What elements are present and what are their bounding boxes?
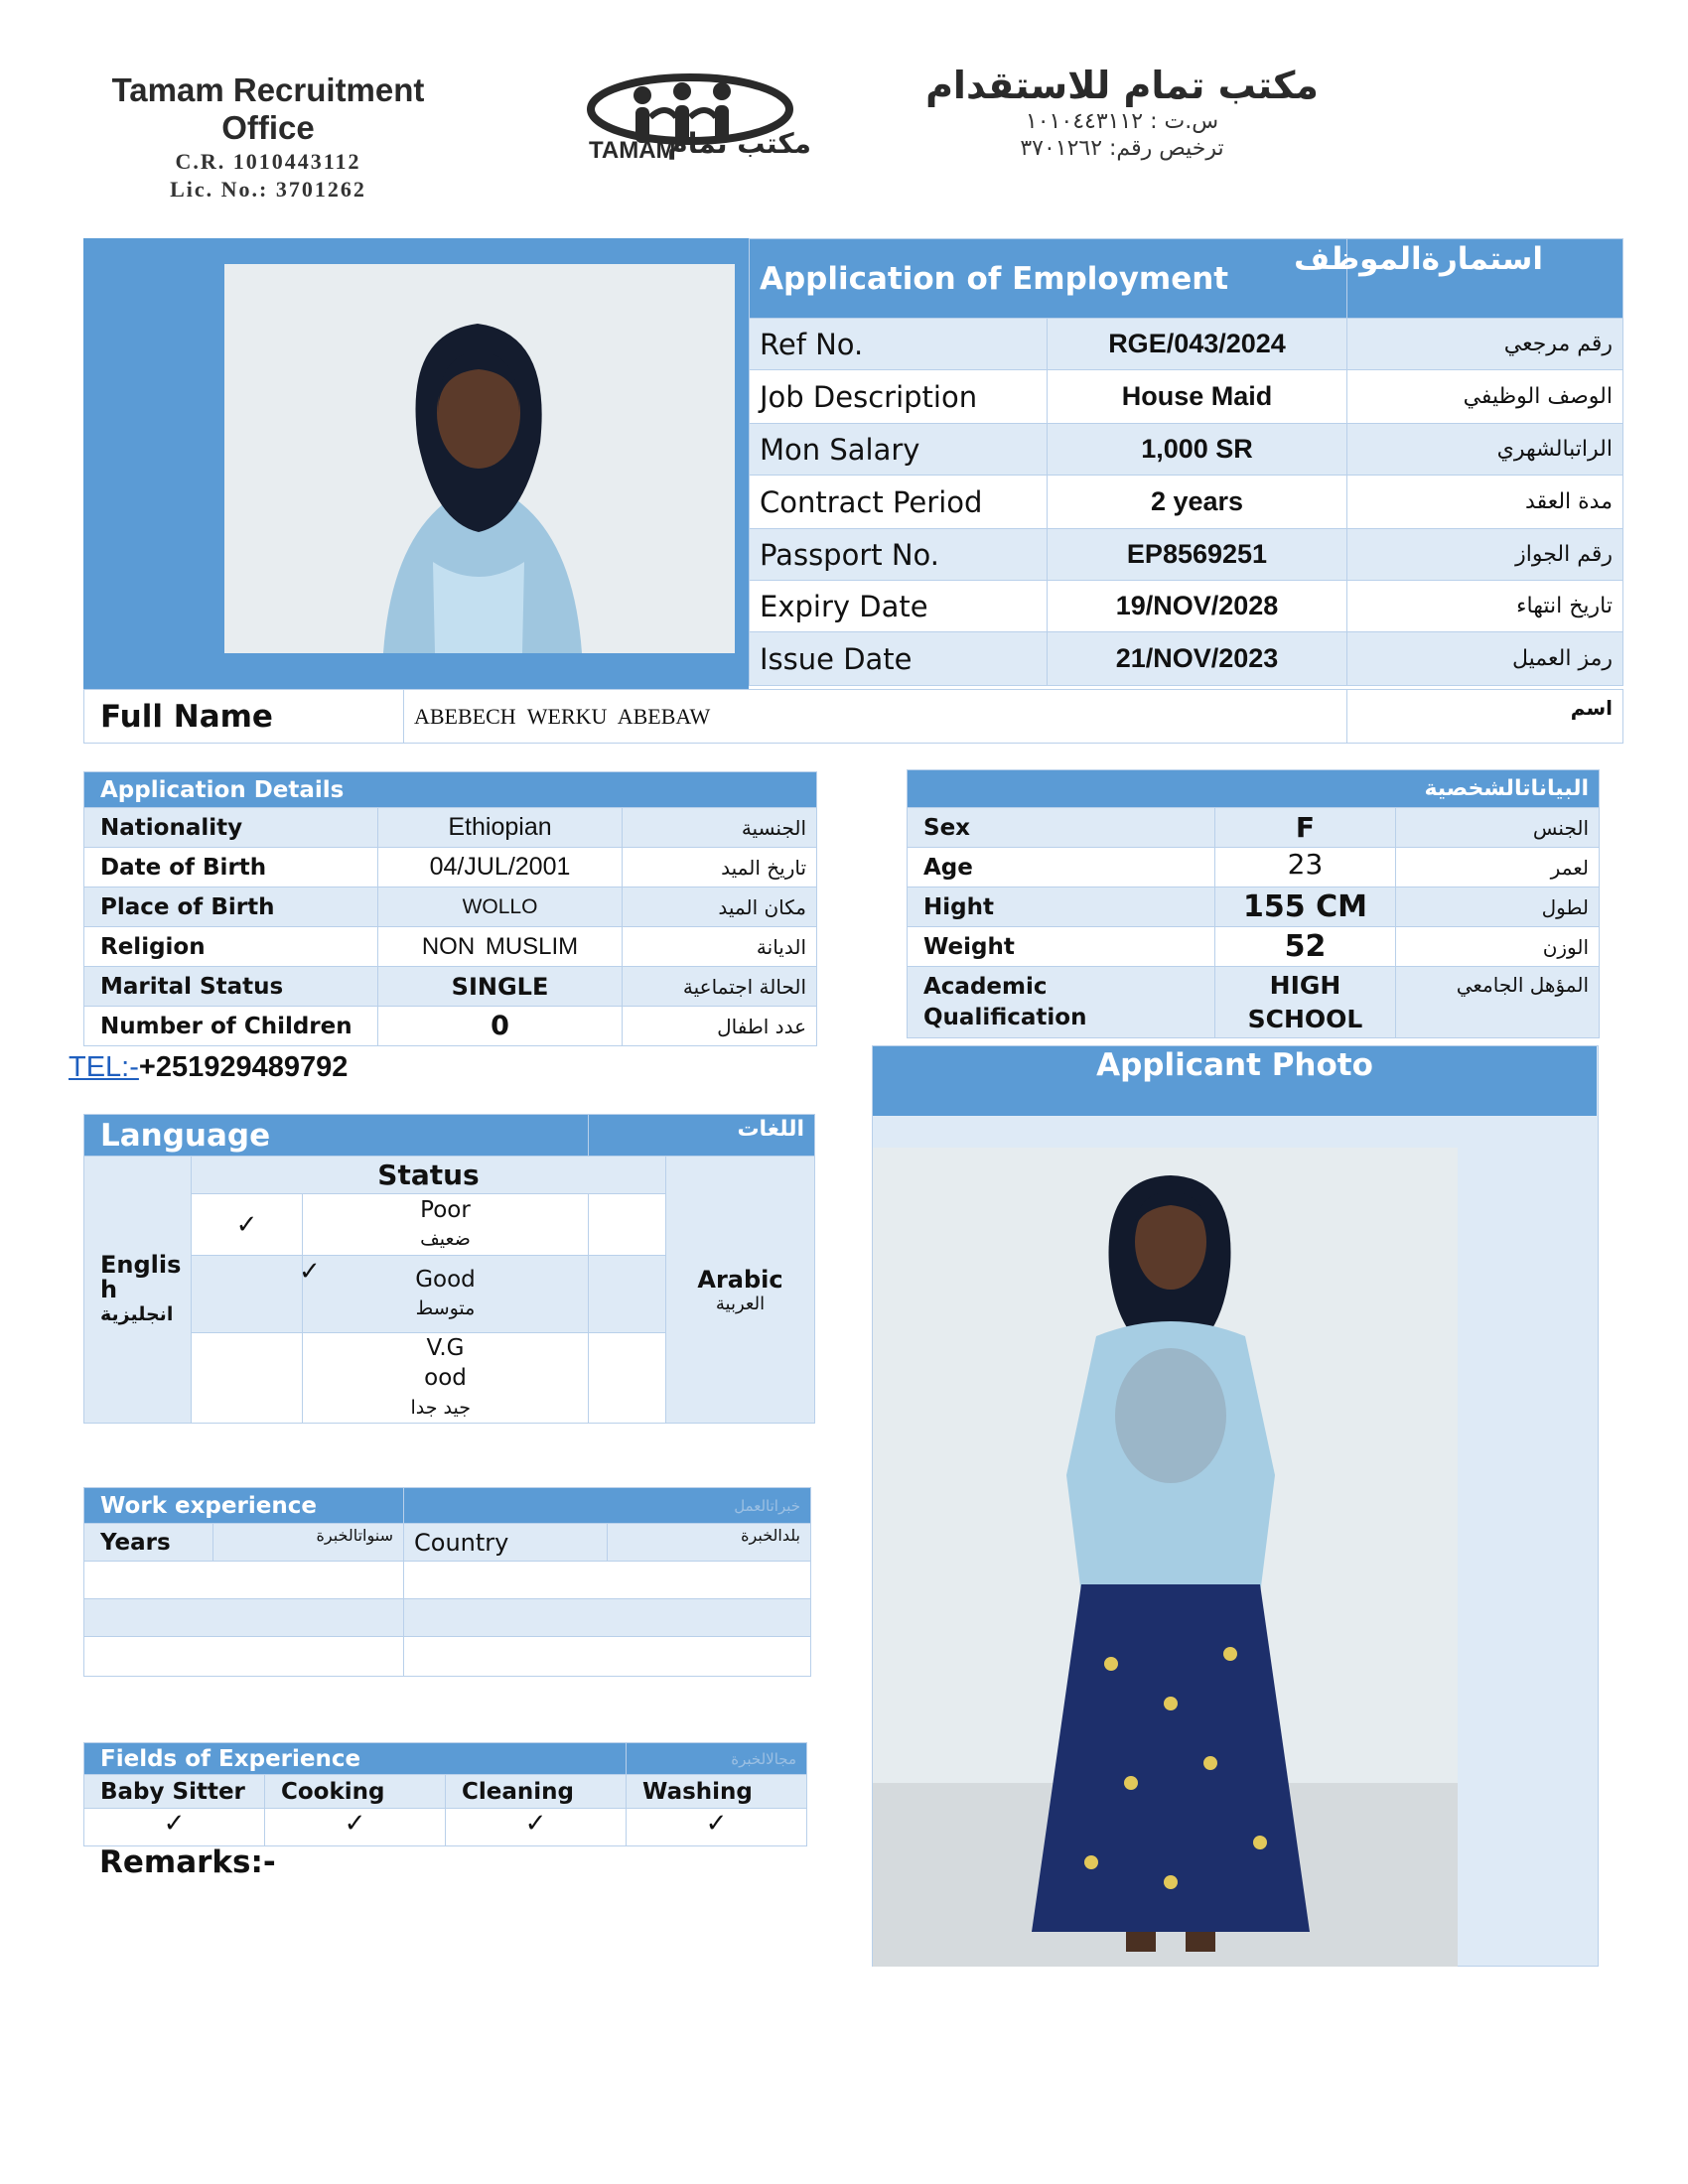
check-icon: ✓ xyxy=(446,1809,627,1846)
full-name-table xyxy=(83,689,1623,744)
detail-label-ar-children: عدد اطفال xyxy=(623,1007,817,1046)
employment-title-ar: استمارةالموظف xyxy=(1347,239,1623,319)
personal-row xyxy=(908,887,1600,927)
personal-row xyxy=(908,808,1600,848)
personal-data-title-ar: البياناتالشخصية xyxy=(908,770,1600,808)
emp-label-ref: Ref No. xyxy=(750,319,1048,370)
application-details-title: Application Details xyxy=(84,772,817,808)
company-name-en: Tamam Recruitment Office xyxy=(111,71,425,146)
detail-label-nationality: Nationality xyxy=(84,808,378,848)
personal-label-ar-height: لطول xyxy=(1396,887,1600,927)
level-label-good-ar: متوسط xyxy=(415,1297,476,1319)
check-icon: ✓ xyxy=(627,1809,807,1846)
personal-value-age: 23 xyxy=(1215,848,1396,887)
portrait-photo xyxy=(224,264,735,653)
tel-value: +251929489792 xyxy=(138,1051,349,1083)
language-english-label-ar: انجليزية xyxy=(100,1302,174,1325)
application-details-table xyxy=(83,771,817,1046)
check-icon: ✓ xyxy=(84,1809,265,1846)
personal-label-ar-sex: الجنس xyxy=(1396,808,1600,848)
contact-phone xyxy=(69,1051,348,1084)
check-icon: ✓ xyxy=(299,1257,321,1287)
language-title-ar: اللغات xyxy=(589,1115,815,1157)
work-country-label: Country xyxy=(404,1524,608,1562)
personal-label-ar-academic: المؤهل الجامعي xyxy=(1396,967,1600,1038)
level-label-poor-ar: ضعيف xyxy=(420,1227,471,1250)
details-row xyxy=(84,967,817,1007)
personal-value-sex: F xyxy=(1215,808,1396,848)
detail-label-dob: Date of Birth xyxy=(84,848,378,887)
details-row xyxy=(84,1007,817,1046)
personal-label-weight: Weight xyxy=(908,927,1215,967)
emp-label-salary: Mon Salary xyxy=(750,424,1048,476)
language-status-label: Status xyxy=(192,1157,666,1194)
personal-row xyxy=(908,848,1600,887)
employment-row xyxy=(750,424,1623,476)
detail-label-pob: Place of Birth xyxy=(84,887,378,927)
personal-label-ar-age: لعمر xyxy=(1396,848,1600,887)
detail-label-children: Number of Children xyxy=(84,1007,378,1046)
employment-row xyxy=(750,370,1623,424)
personal-value-height: 155 CM xyxy=(1215,887,1396,927)
emp-label-issue: Issue Date xyxy=(750,632,1048,686)
personal-label-academic: Academic Qualification xyxy=(908,967,1215,1038)
fields-title-ar: مجالالخبرة xyxy=(627,1743,807,1775)
emp-value-contract: 2 years xyxy=(1048,476,1347,529)
full-name-label-ar: اسم xyxy=(1347,690,1623,744)
emp-value-passport: EP8569251 xyxy=(1048,529,1347,581)
emp-value-ref: RGE/043/2024 xyxy=(1048,319,1347,370)
personal-row xyxy=(908,927,1600,967)
language-arabic-label-ar: العربية xyxy=(715,1293,766,1314)
personal-data-table xyxy=(907,769,1600,1038)
work-experience-table xyxy=(83,1487,811,1677)
fields-title: Fields of Experience xyxy=(84,1743,627,1775)
employment-row xyxy=(750,529,1623,581)
work-experience-row xyxy=(84,1599,811,1637)
emp-label-ar-issue: رمز العميل xyxy=(1347,632,1623,686)
level-check-vgood xyxy=(192,1333,303,1424)
language-arabic-label: Arabic xyxy=(697,1265,783,1294)
field-label-baby-sitter: Baby Sitter xyxy=(84,1775,265,1809)
language-table xyxy=(83,1114,815,1424)
field-label-cleaning: Cleaning xyxy=(446,1775,627,1809)
field-label-washing: Washing xyxy=(627,1775,807,1809)
emp-value-job: House Maid xyxy=(1048,370,1347,424)
details-row xyxy=(84,808,817,848)
fields-of-experience-table xyxy=(83,1742,807,1846)
full-body-photo xyxy=(873,1148,1458,1967)
level-label-poor: Poor xyxy=(420,1196,471,1223)
level-label-vgood: V.Good xyxy=(424,1335,467,1391)
full-body-person-icon xyxy=(873,1148,1458,1967)
emp-label-ar-salary: الراتبالشهري xyxy=(1347,424,1623,476)
detail-value-children: 0 xyxy=(378,1007,623,1046)
details-row xyxy=(84,887,817,927)
work-experience-title: Work experience xyxy=(84,1488,404,1524)
employment-table xyxy=(749,238,1623,686)
employment-row xyxy=(750,476,1623,529)
company-name-ar: مكتب تمام للاستقدام xyxy=(925,64,1319,107)
emp-label-ar-job: الوصف الوظيفي xyxy=(1347,370,1623,424)
employment-row xyxy=(750,581,1623,632)
emp-label-passport: Passport No. xyxy=(750,529,1048,581)
check-icon: ✓ xyxy=(265,1809,446,1846)
language-title: Language xyxy=(84,1115,589,1157)
field-label-cooking: Cooking xyxy=(265,1775,446,1809)
personal-value-academic: HIGH SCHOOL xyxy=(1215,967,1396,1038)
detail-value-nationality: Ethiopian xyxy=(378,808,623,848)
detail-label-marital: Marital Status xyxy=(84,967,378,1007)
employment-row xyxy=(750,632,1623,686)
company-header-ar xyxy=(923,64,1321,161)
personal-label-age: Age xyxy=(908,848,1215,887)
level-label-good: Good xyxy=(415,1266,476,1293)
company-cr-en: C.R. 1010443112 xyxy=(175,149,361,174)
work-years-label-ar: سنواتالخبرة xyxy=(213,1524,404,1562)
portrait-person-icon xyxy=(224,264,735,653)
details-row xyxy=(84,848,817,887)
detail-value-dob: 04/JUL/2001 xyxy=(378,848,623,887)
logo-text-ar: مكتب تمام xyxy=(667,127,811,160)
detail-value-marital: SINGLE xyxy=(378,967,623,1007)
work-experience-row xyxy=(84,1637,811,1677)
tel-link[interactable]: TEL:- xyxy=(69,1051,139,1083)
logo-text-en: TAMAM xyxy=(589,137,676,164)
detail-label-ar-marital: الحالة اجتماعية xyxy=(623,967,817,1007)
check-icon: ✓ xyxy=(192,1194,303,1256)
emp-value-expiry: 19/NOV/2028 xyxy=(1048,581,1347,632)
emp-label-ar-ref: رقم مرجعي xyxy=(1347,319,1623,370)
detail-label-ar-pob: مكان الميد xyxy=(623,887,817,927)
emp-label-ar-expiry: تاريخ انتهاء xyxy=(1347,581,1623,632)
employment-row xyxy=(750,319,1623,370)
company-license-en: Lic. No.: 3701262 xyxy=(170,177,366,202)
company-logo xyxy=(581,66,819,170)
detail-label-ar-religion: الديانة xyxy=(623,927,817,967)
work-country-label-ar: بلدالخبرة xyxy=(608,1524,811,1562)
emp-value-salary: 1,000 SR xyxy=(1048,424,1347,476)
personal-row xyxy=(908,967,1600,1038)
emp-label-contract: Contract Period xyxy=(750,476,1048,529)
full-name-label: Full Name xyxy=(84,690,404,744)
full-name-value: ABEBECH WERKU ABEBAW xyxy=(404,690,1347,744)
company-header-en xyxy=(70,71,467,203)
remarks-label: Remarks:- xyxy=(99,1844,276,1880)
detail-value-religion: NON MUSLIM xyxy=(378,927,623,967)
employment-title-en: Application of Employment xyxy=(750,239,1347,319)
emp-label-job: Job Description xyxy=(750,370,1048,424)
detail-label-ar-dob: تاريخ الميد xyxy=(623,848,817,887)
work-experience-title-ar: خبراتالعمل xyxy=(404,1488,811,1524)
level-label-vgood-ar: جيد جدا xyxy=(410,1397,471,1419)
personal-value-weight: 52 xyxy=(1215,927,1396,967)
applicant-photo-panel xyxy=(872,1045,1599,1967)
detail-value-pob: WOLLO xyxy=(378,887,623,927)
emp-label-ar-contract: مدة العقد xyxy=(1347,476,1623,529)
company-cr-ar: س.ت : ١٠١٠٤٤٣١١٢ xyxy=(1025,109,1219,134)
personal-label-ar-weight: الوزن xyxy=(1396,927,1600,967)
applicant-photo-title: Applicant Photo xyxy=(873,1046,1597,1116)
photo-panel xyxy=(83,238,749,689)
detail-label-religion: Religion xyxy=(84,927,378,967)
personal-label-sex: Sex xyxy=(908,808,1215,848)
emp-value-issue: 21/NOV/2023 xyxy=(1048,632,1347,686)
language-english-label: English xyxy=(100,1250,182,1303)
details-row xyxy=(84,927,817,967)
emp-label-expiry: Expiry Date xyxy=(750,581,1048,632)
personal-label-height: Hight xyxy=(908,887,1215,927)
work-experience-row xyxy=(84,1562,811,1599)
emp-label-ar-passport: رقم الجواز xyxy=(1347,529,1623,581)
detail-label-ar-nationality: الجنسية xyxy=(623,808,817,848)
company-license-ar: ترخيص رقم: ٣٧٠١٢٦٢ xyxy=(1020,136,1224,161)
work-years-label: Years xyxy=(84,1524,213,1562)
